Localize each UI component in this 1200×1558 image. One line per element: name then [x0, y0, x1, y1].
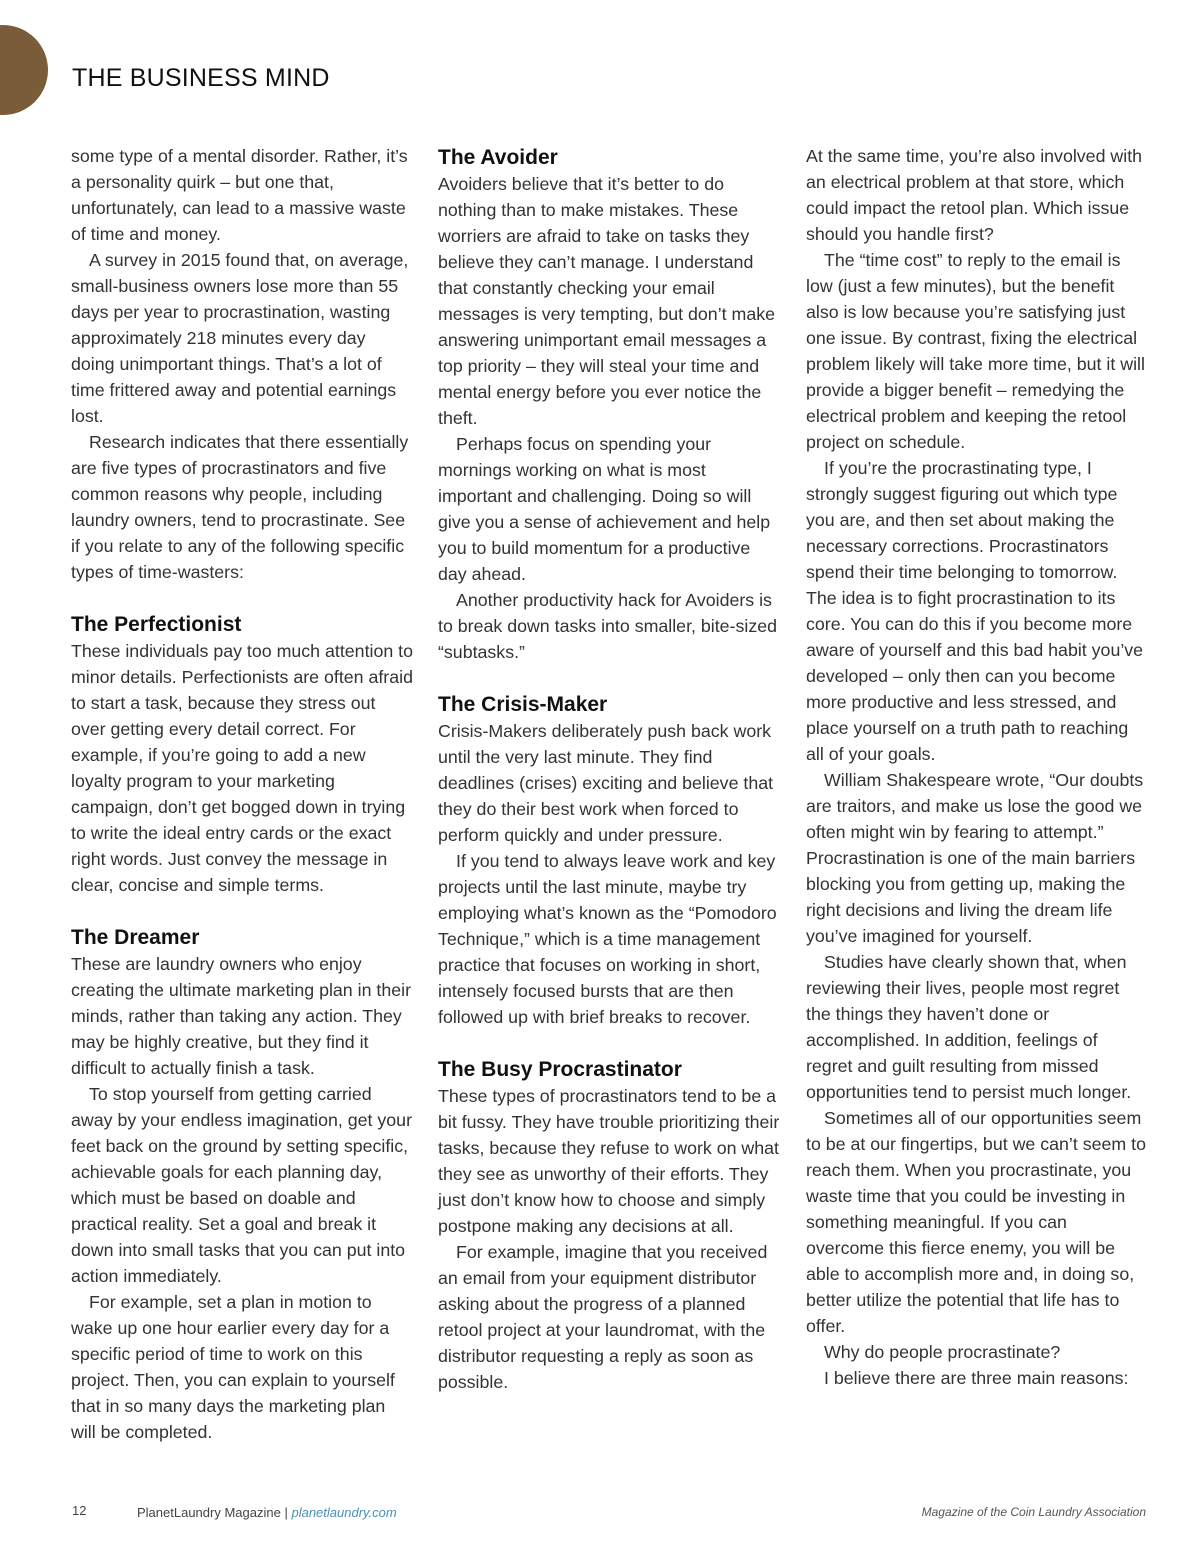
paragraph: some type of a mental disorder. Rather, it’s a personality quirk – but one that, unfortunately, can lead to a massive waste of time and money.	[71, 146, 408, 244]
article-column-3	[806, 143, 1148, 1391]
page-footer	[0, 1503, 1200, 1523]
paragraph: These individuals pay too much attention to minor details. Perfectionists are often afraid to start a task, because they stress out over getting every detail correct. For example, if you’re going to add a new loyalty program to your marketing campaign, don’t get bogged down in trying to write the ideal entry cards or the exact right words. Just convey the message in clear, concise and simple terms.	[71, 641, 414, 895]
paragraph: If you tend to always leave work and key projects until the last minute, maybe try employing what’s known as the “Pomodoro Technique,” which is a time management practice that focuses on working in short, intensely focused bursts that are then followed up with brief breaks to recover.	[438, 851, 777, 1027]
paragraph: A survey in 2015 found that, on average, small-business owners lose more than 55 days per year to procrastination, wasting approximately 218 minutes every day doing unimportant things. That’s a lot of time frittered away and potential earnings lost.	[71, 250, 409, 426]
section-tab-marker	[0, 25, 48, 115]
paragraph: Avoiders believe that it’s better to do nothing than to make mistakes. These worriers are afraid to take on tasks they believe they can’t manage. I understand that constantly checking your email messages is very tempting, but don’t make answering unimportant email messages a top priority – they will steal your time and mental energy before you ever notice the theft.	[438, 174, 776, 428]
paragraph: These types of procrastinators tend to be a bit fussy. They have trouble prioritizing their tasks, because they refuse to work on what they see as unworthy of their efforts. They just don’t know how to choose and simply postpone making any decisions at all.	[438, 1086, 780, 1236]
article-column-2	[438, 143, 780, 1395]
subheading-dreamer: The Dreamer	[71, 926, 200, 949]
paragraph: For example, set a plan in motion to wake up one hour earlier every day for a specific period of time to work on this project. Then, you can explain to yourself that in so many days the marketing plan will be completed.	[71, 1292, 395, 1442]
paragraph: For example, imagine that you received an email from your equipment distributor asking about the progress of a planned retool project at your laundromat, with the distributor requesting a reply as soon as possible.	[438, 1242, 768, 1392]
paragraph: Why do people procrastinate?	[824, 1342, 1061, 1362]
subheading-avoider: The Avoider	[438, 146, 558, 169]
paragraph: I believe there are three main reasons:	[824, 1368, 1129, 1388]
paragraph: William Shakespeare wrote, “Our doubts are traitors, and make us lose the good we often might win by fearing to attempt.” Procrastination is one of the main barriers blocking you from getting up, making the right decisions and living the dream life you’ve imagined for yourself.	[806, 770, 1144, 946]
paragraph: To stop yourself from getting carried away by your endless imagination, get your feet back on the ground by setting specific, achievable goals for each planning day, which must be based on doable and practical reality. Set a goal and break it down into small tasks that you can put into action immediately.	[71, 1084, 412, 1286]
magazine-url-link[interactable]: planetlaundry.com	[291, 1505, 397, 1520]
paragraph: At the same time, you’re also involved with an electrical problem at that store, which could impact the retool plan. Which issue should you handle first?	[806, 146, 1143, 244]
paragraph: Another productivity hack for Avoiders is to break down tasks into smaller, bite-sized “subtasks.”	[438, 590, 777, 662]
footer-separator: |	[284, 1505, 288, 1520]
subheading-busy-procrastinator: The Busy Procrastinator	[438, 1058, 682, 1081]
paragraph: The “time cost” to reply to the email is low (just a few minutes), but the benefit also is low because you’re satisfying just one issue. By contrast, fixing the electrical problem likely will take more time, but it will provide a bigger benefit – remedying the electrical problem and keeping the retool project on schedule.	[806, 250, 1145, 452]
association-credit: Magazine of the Coin Laundry Association	[921, 1505, 1146, 1519]
magazine-name: PlanetLaundry Magazine	[137, 1505, 281, 1520]
paragraph: Studies have clearly shown that, when reviewing their lives, people most regret the things they haven’t done or accomplished. In addition, feelings of regret and guilt resulting from missed opportunities tend to persist much longer.	[806, 952, 1132, 1102]
page-number: 12	[72, 1503, 87, 1518]
subheading-crisis-maker: The Crisis-Maker	[438, 693, 608, 716]
paragraph: These are laundry owners who enjoy creating the ultimate marketing plan in their minds, rather than taking any action. They may be highly creative, but they find it difficult to actually finish a task.	[71, 954, 411, 1078]
article-column-1	[71, 143, 413, 1445]
section-title: THE BUSINESS MIND	[72, 64, 330, 92]
subheading-perfectionist: The Perfectionist	[71, 613, 242, 636]
paragraph: Crisis-Makers deliberately push back work until the very last minute. They find deadlines (crises) exciting and believe that they do their best work when forced to perform quickly and under pressure.	[438, 721, 774, 845]
paragraph: Sometimes all of our opportunities seem to be at our fingertips, but we can’t seem to reach them. When you procrastinate, you waste time that you could be investing in something meaningful. If you can overcome this fierce enemy, you will be able to accomplish more and, in doing so, better utilize the potential that life has to offer.	[806, 1108, 1147, 1336]
magazine-credit	[137, 1505, 397, 1520]
paragraph: Perhaps focus on spending your mornings working on what is most important and challenging. Doing so will give you a sense of achievement and help you to build momentum for a productive day ahead.	[438, 434, 771, 584]
paragraph: If you’re the procrastinating type, I strongly suggest figuring out which type you are, and then set about making the necessary corrections. Procrastinators spend their time belonging to tomorrow. The idea is to fight procrastination to its core. You can do this if you become more aware of yourself and this bad habit you’ve developed – only then can you become more productive and less stressed, and place yourself on a truth path to reaching all of your goals.	[806, 458, 1144, 764]
paragraph: Research indicates that there essentially are five types of procrastinators and five common reasons why people, including laundry owners, tend to procrastinate. See if you relate to any of the following specific types of time-wasters:	[71, 432, 409, 582]
